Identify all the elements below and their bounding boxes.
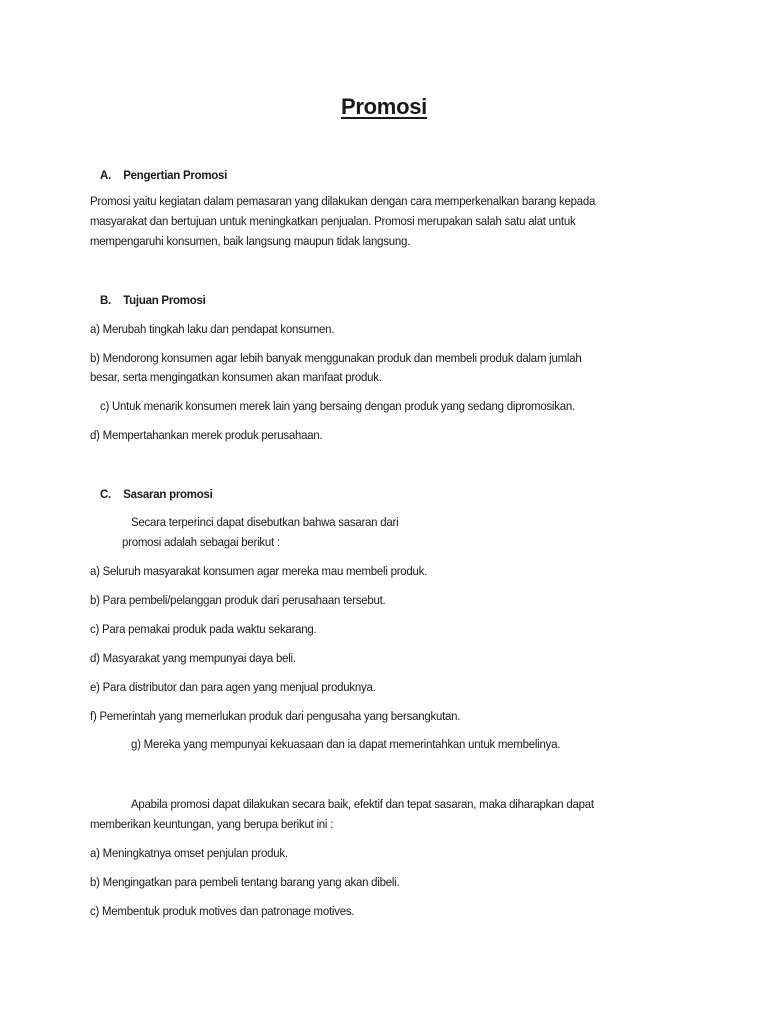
list-item: b) Mengingatkan para pembeli tentang barang yang akan dibeli. [90,875,400,889]
section-marker: A. [100,168,111,182]
list-item: c) Membentuk produk motives dan patronage motives. [90,904,355,918]
list-item: a) Seluruh masyarakat konsumen agar mereka mau membeli produk. [90,564,428,578]
list-item: c) Untuk menarik konsumen merek lain yang bersaing dengan produk yang sedang dipromosikan. [100,399,575,413]
document-title: Promosi [341,94,427,119]
list-item: g) Mereka yang mempunyai kekuasaan dan ia dapat memerintahkan untuk membelinya. [131,737,561,751]
section-heading: Sasaran promosi [123,487,213,501]
closing-line: memberikan keuntungan, yang berupa berikut ini : [90,817,334,831]
paragraph-line: mempengaruhi konsumen, baik langsung maupun tidak langsung. [90,234,411,248]
list-item: c) Para pemakai produk pada waktu sekarang. [90,622,317,636]
paragraph-line: Promosi yaitu kegiatan dalam pemasaran yang dilakukan dengan cara memperkenalkan barang kepada [90,194,596,208]
section-marker: C. [100,487,111,501]
list-item: e) Para distributor dan para agen yang menjual produknya. [90,680,376,694]
list-item: f) Pemerintah yang memerlukan produk dari pengusaha yang bersangkutan. [90,709,461,723]
section-heading: Tujuan Promosi [123,293,206,307]
list-item: a) Meningkatnya omset penjulan produk. [90,846,288,860]
section-heading: Pengertian Promosi [123,168,228,182]
section-b-heading [100,291,206,309]
list-item: a) Merubah tingkah laku dan pendapat konsumen. [90,322,335,336]
intro-line: promosi adalah sebagai berikut : [122,535,280,549]
section-c-heading [100,485,213,503]
list-item: d) Masyarakat yang mempunyai daya beli. [90,651,296,665]
list-item: besar, serta mengingatkan konsumen akan manfaat produk. [90,370,382,384]
section-a-heading [100,166,227,184]
paragraph-line: masyarakat dan bertujuan untuk meningkatkan penjualan. Promosi merupakan salah satu alat untuk [90,214,576,228]
list-item: b) Mendorong konsumen agar lebih banyak menggunakan produk dan membeli produk dalam jumlah [90,351,582,365]
section-marker: B. [100,293,111,307]
intro-line: Secara terperinci dapat disebutkan bahwa sasaran dari [131,515,399,529]
list-item: b) Para pembeli/pelanggan produk dari perusahaan tersebut. [90,593,386,607]
closing-line: Apabila promosi dapat dilakukan secara baik, efektif dan tepat sasaran, maka diharapkan dapat [131,797,594,811]
list-item: d) Mempertahankan merek produk perusahaan. [90,428,323,442]
